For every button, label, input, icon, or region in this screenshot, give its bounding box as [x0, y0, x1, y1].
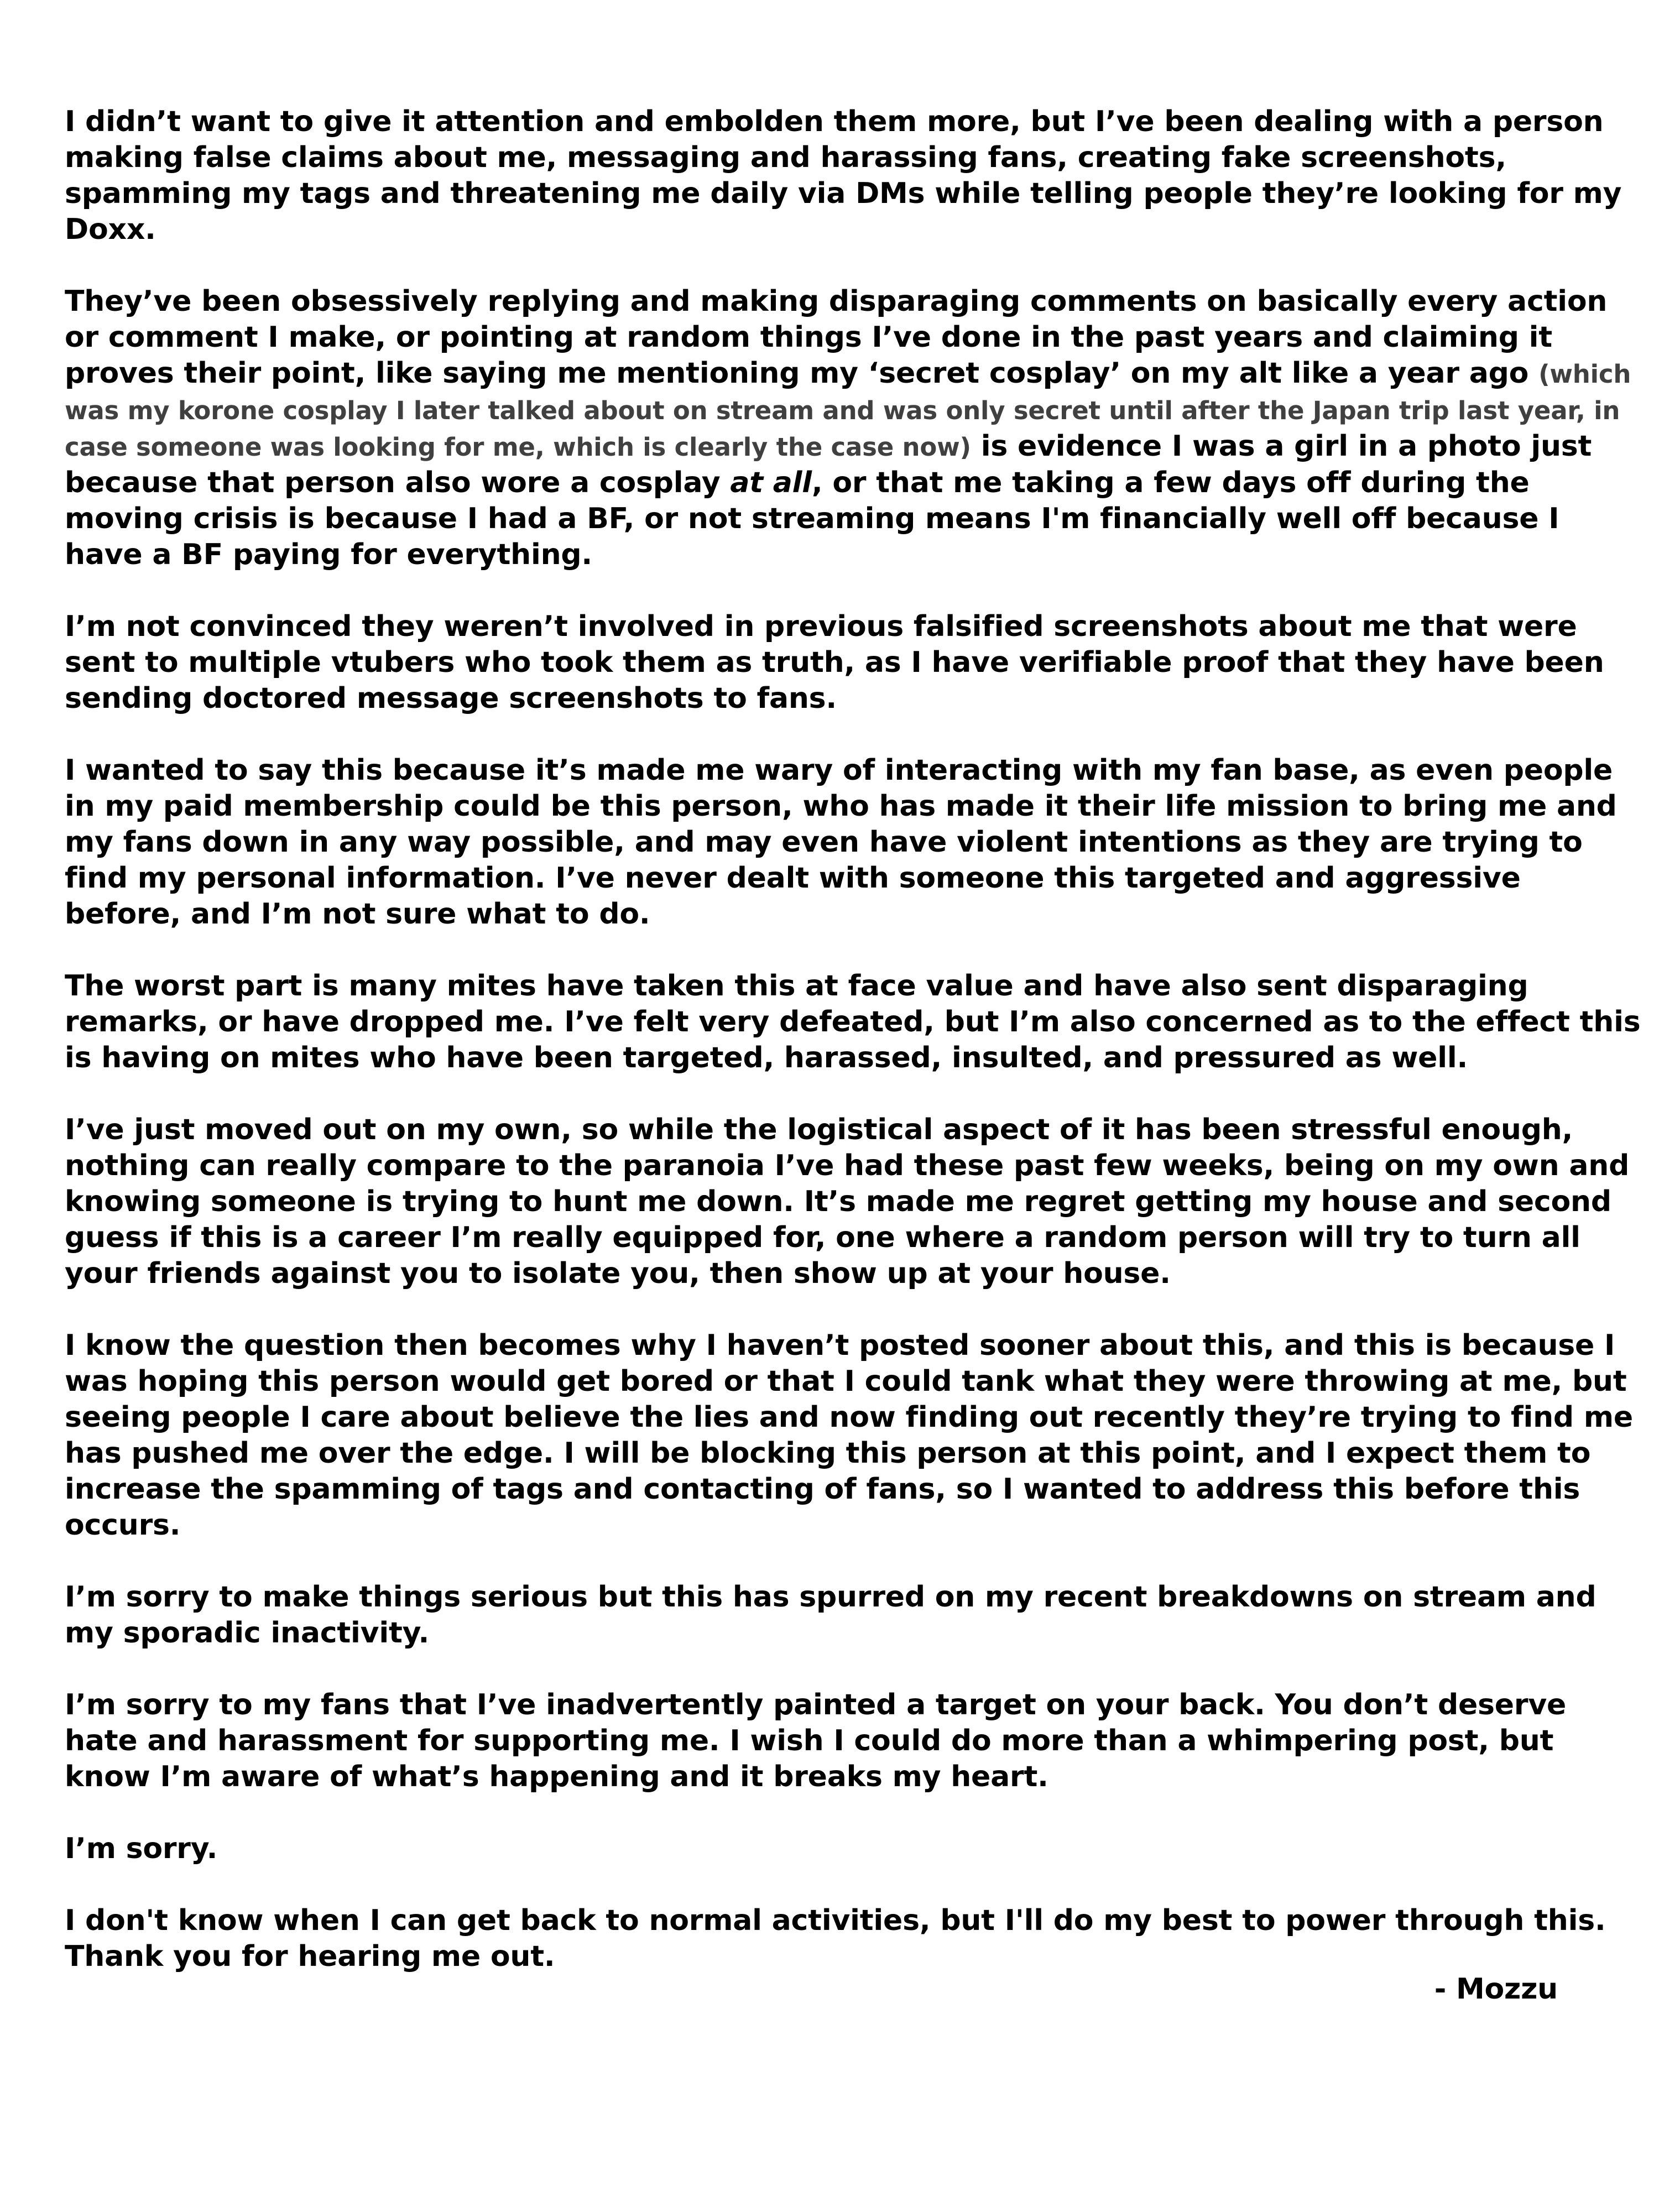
signature: - Mozzu — [1434, 1973, 1558, 2006]
paragraph-intro: I didn’t want to give it attention and embolden them more, but I’ve been dealing with a person making false claims about me, messaging and harassing fans, creating fake screenshots, spamming my tags and threatening me daily via DMs while telling people they’re looking for my Doxx. — [65, 105, 1622, 246]
emphasis-text: at all — [730, 466, 812, 499]
paragraph-worst-part: The worst part is many mites have taken this at face value and have also sent disparaging remarks, or have dropped me. I’ve felt very defeated, but I’m also concerned as to the effect this is having on mites who have been targeted, harassed, insulted, and pressured as well. — [65, 969, 1641, 1074]
paragraph-moved-out: I’ve just moved out on my own, so while the logistical aspect of it has been stressful enough, nothing can really compare to the paranoia I’ve had these past few weeks, being on my own and knowing someone is trying to hunt me down. It’s made me regret getting my house and second guess if this is a career I’m really equipped for, one where a random person will try to turn all your friends against you to isolate you, then show up at your house. — [65, 1113, 1630, 1290]
paragraph-text: , or that me taking a few days off during the moving crisis is because I had a BF, or not streaming means I'm financially well off because I have a BF paying for everything. — [65, 466, 1559, 571]
paragraph-sorry-serious: I’m sorry to make things serious but this has spurred on my recent breakdowns on stream and my sporadic inactivity. — [65, 1580, 1597, 1650]
statement-document — [65, 104, 1641, 2007]
aside-note: (which was my korone cosplay I later talked about on stream and was only secret until after the Japan trip last year, in case someone was looking for me, which is clearly the case now) — [65, 359, 1631, 462]
paragraph-im-sorry: I’m sorry. — [65, 1832, 218, 1865]
paragraph-text: They’ve been obsessively replying and making disparaging comments on basically every action or comment I make, or pointing at random things I’ve done in the past years and claiming it proves their point, like saying me mentioning my ‘secret cosplay’ on my alt like a year ago — [65, 285, 1608, 390]
paragraph-disparaging-comments — [65, 284, 1641, 573]
paragraph-sorry-to-fans: I’m sorry to my fans that I’ve inadvertently painted a target on your back. You don’t deserve hate and harassment for supporting me. I wish I could do more than a whimpering post, but know I’m aware of what’s happening and it breaks my heart. — [65, 1688, 1567, 1793]
paragraph-text: is evidence I was a girl in a photo just because that person also wore a cosplay — [65, 430, 1592, 499]
paragraph-closing: I don't know when I can get back to normal activities, but I'll do my best to power through this. Thank you for hearing me out. — [65, 1904, 1606, 1973]
paragraph-falsified-screenshots: I’m not convinced they weren’t involved in previous falsified screenshots about me that were sent to multiple vtubers who took them as truth, as I have verifiable proof that they have been sending doctored message screenshots to fans. — [65, 610, 1604, 715]
paragraph-why-not-sooner: I know the question then becomes why I haven’t posted sooner about this, and this is because I was hoping this person would get bored or that I could tank what they were throwing at me, but seeing people I care about believe the lies and now finding out recently they’re trying to find me has pushed me over the edge. I will be blocking this person at this point, and I expect them to increase the spamming of tags and contacting of fans, so I wanted to address this before this occurs. — [65, 1329, 1633, 1542]
paragraph-wary-of-fans: I wanted to say this because it’s made me wary of interacting with my fan base, as even people in my paid membership could be this person, who has made it their life mission to bring me and my fans down in any way possible, and may even have violent intentions as they are trying to find my personal information. I’ve never dealt with someone this targeted and aggressive before, and I’m not sure what to do. — [65, 754, 1617, 931]
